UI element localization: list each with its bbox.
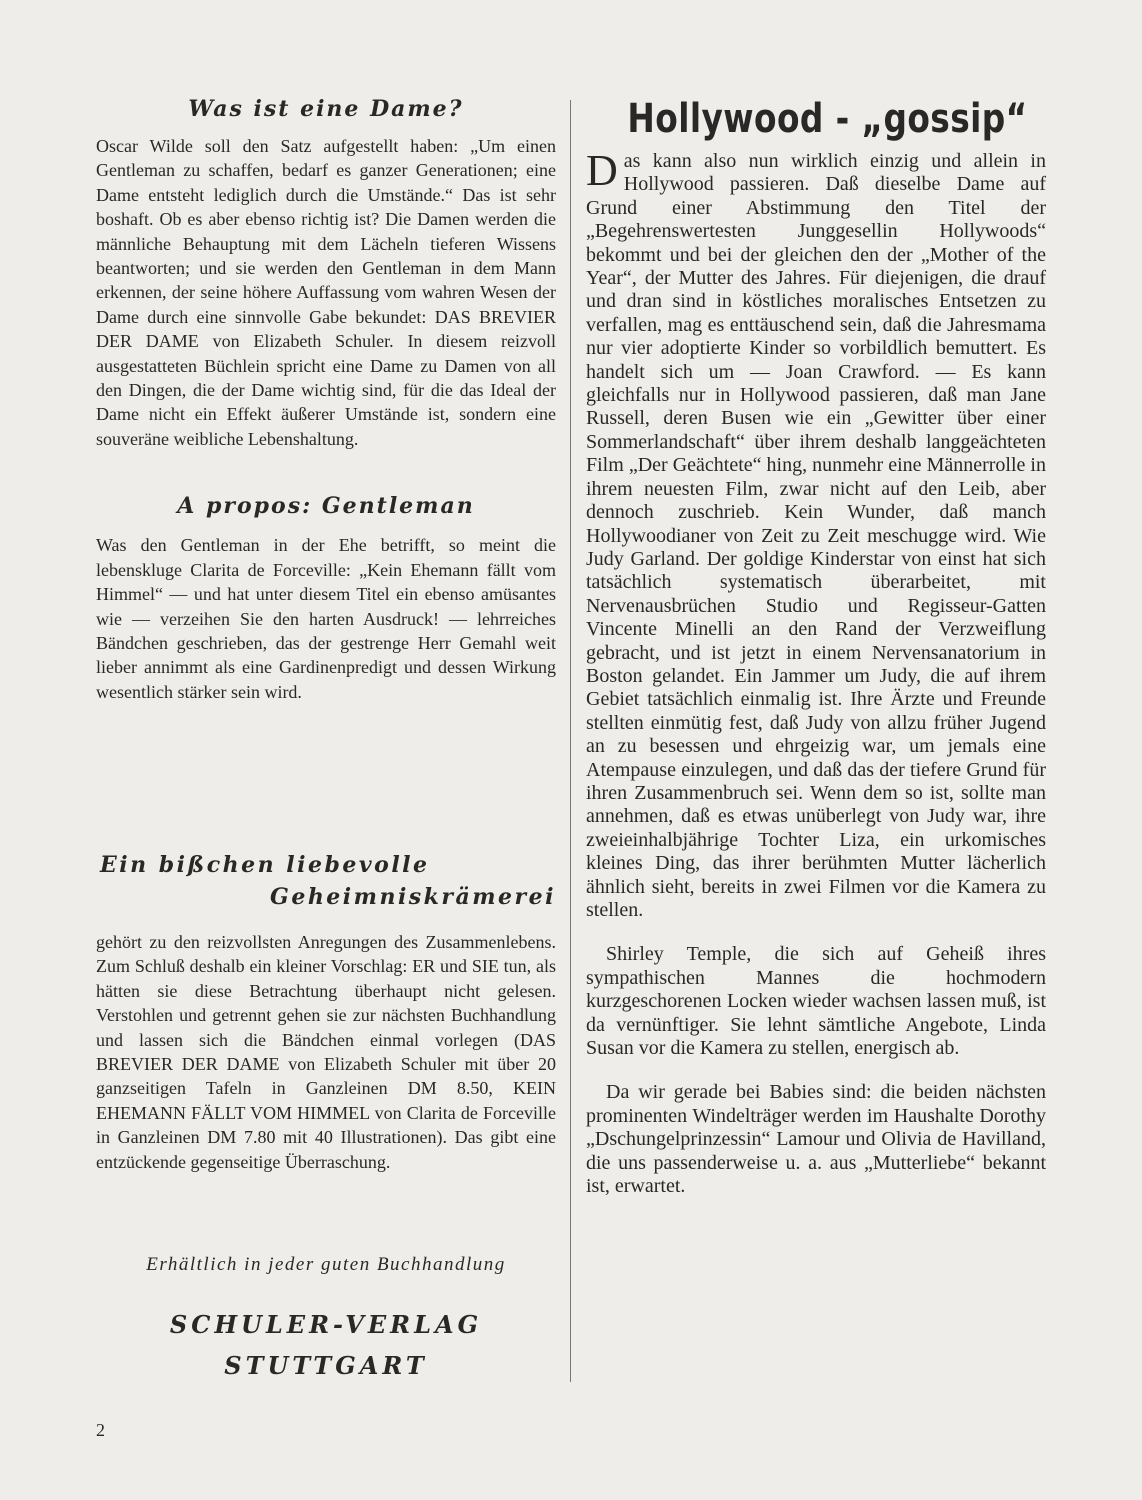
text-geheimniskraemerei: gehört zu den reizvollsten Anregungen des Zusammenlebens. Zum Schluß deshalb ein kleiner Vorschlag: ER und SIE tun, als hätten sie diese Betrachtung überhaupt nicht gelesen. Verstohlen und getrennt gehen sie zur nächsten Buchhandlung und lassen sich die Bändchen einmal vorlegen (DAS BREVIER DER DAME von Elizabeth Schuler mit über 20 ganzseitigen Tafeln in Ganzleinen DM 8.50, KEIN EHEMANN FÄLLT VOM HIMMEL von Clarita de Forceville in Ganzleinen DM 7.80 mit 40 Illustrationen). Das gibt eine entzückende gegenseitige Überraschung. <box>96 932 556 1172</box>
publisher-city: STUTTGART <box>224 1351 428 1380</box>
heading-geheimniskraemerei <box>96 852 556 924</box>
page-number: 2 <box>96 1420 105 1440</box>
article-paragraph-1 <box>586 146 1046 922</box>
heading-was-ist-eine-dame: Was ist eine Dame? <box>188 96 464 122</box>
publisher-name: SCHULER-VERLAG <box>169 1310 483 1339</box>
article-paragraph-3: Da wir gerade bei Babies sind: die beiden nächsten prominenten Windelträger werden im Haushalte Dorothy „Dschungelprinzessin“ Lamour und Olivia de Havilland, die uns passenderweise u. a. aus „Mutterliebe“ bekannt ist, erwartet. <box>586 1081 1046 1198</box>
heading-a-propos-gentleman: A propos: Gentleman <box>177 493 475 520</box>
heading-line-1: Ein bißchen liebevolle <box>100 852 430 878</box>
availability-note: Erhältlich in jeder guten Buchhandlung <box>146 1254 506 1275</box>
heading-line-2: Geheimniskrämerei <box>270 884 556 910</box>
right-column <box>586 96 1046 1198</box>
section-geheimniskraemerei <box>96 930 556 1174</box>
column-divider <box>570 100 571 1382</box>
drop-cap: D <box>586 146 618 195</box>
left-column <box>96 96 556 1380</box>
paragraph-1-text: as kann also nun wirklich einzig und allein in Hollywood passieren. Daß dieselbe Dame auf Grund einer Abstimmung den Titel der „Begehrenswertesten Junggesellin Hollywoods“ bekommt und bei der gleichen den der „Mother of the Year“, der Mutter des Jahres. Für diejenigen, die drauf und dran sind in köstliches moralisches Entsetzen zu verfallen, mag es enttäuschend sein, daß die Jahresmama nur vier adoptierte Kinder so vorbildlich bemuttert. Es handelt sich um — Joan Crawford. — Es kann gleichfalls nur in Hollywood passieren, daß man Jane Russell, deren Busen wie ein „Gewitter über einer Sommerlandschaft“ über ihrem deshalb langgeächteten Film „Der Geächtete“ hing, nunmehr eine Männerrolle in ihrem neuesten Film, zwar nicht auf den Leib, aber dennoch zuschrieb. Kein Wunder, daß manch Hollywoodianer von Zeit zu Zeit meschugge wird. Wie Judy Garland. Der goldige Kinderstar von einst hat sich tatsächlich systematisch überarbeitet, mit Nervenausbrüchen Studio und Regisseur-Gatten Vincente Minelli an den Rand der Verzweiflung gebracht, und ist jetzt in einem Nervensanatorium in Boston gelandet. Ein Jammer um Judy, die auf ihrem Gebiet tatsächlich einmalig ist. Ihre Ärzte und Freunde stellten einmütig fest, daß Judy von allzu früher Jugend an zu besessen und ehrgeizig war, um jemals eine Atempause einzulegen, und daß das der tiefere Grund für ihren Zusammenbruch sei. Wenn dem so ist, sollte man annehmen, daß es etwas unüberlegt von Judy war, ihre zweieinhalbjährige Tochter Liza, ein urkomisches kleines Ding, das ihrer berühmten Mutter lächerlich ähnlich sieht, bereits in zwei Filmen vor die Kamera zu stellen. <box>586 150 1046 921</box>
text-a-propos-gentleman: Was den Gentleman in der Ehe betrifft, so meint die lebenskluge Clarita de Forceville: „Kein Ehemann fällt vom Himmel“ — und hat unter diesem Titel ein ebenso amüsantes wie — verzeihen Sie den harten Ausdruck! — lehrreiches Bändchen geschrieben, das der gestrenge Herr Gemahl weit lieber annimmt als eine Gardinenpredigt und dessen Wirkung wesentlich stärker sein wird. <box>96 535 556 702</box>
article-paragraph-2: Shirley Temple, die sich auf Geheiß ihres sympathischen Mannes die hochmodern kurzgeschorenen Locken wieder wachsen lassen muß, ist da vernünftiger. Sie lehnt sämtliche Angebote, Linda Susan vor die Kamera zu stellen, energisch ab. <box>586 943 1046 1060</box>
article-title: Hollywood - „gossip“ <box>627 96 1028 142</box>
text-was-ist-eine-dame: Oscar Wilde soll den Satz aufgestellt haben: „Um einen Gentleman zu schaffen, bedarf es ganzer Generationen; eine Dame entsteht lediglich durch die Umstände.“ Das ist sehr boshaft. Ob es aber ebenso richtig ist? Die Damen werden die männliche Behauptung mit dem Lächeln tieferen Wissens beantworten; und sie werden den Gentleman in dem Mann erkennen, der seine höhere Auffassung vom wahren Wesen der Dame durch eine sinnvolle Gabe bekundet: DAS BREVIER DER DAME von Elizabeth Schuler. In diesem reizvoll ausgestatteten Büchlein spricht eine Dame zu Damen von all den Dingen, die der Dame wichtig sind, für die das Ideal der Dame nicht ein Effekt äußerer Umstände ist, sondern eine souveräne weibliche Lebenshaltung. <box>96 136 556 449</box>
